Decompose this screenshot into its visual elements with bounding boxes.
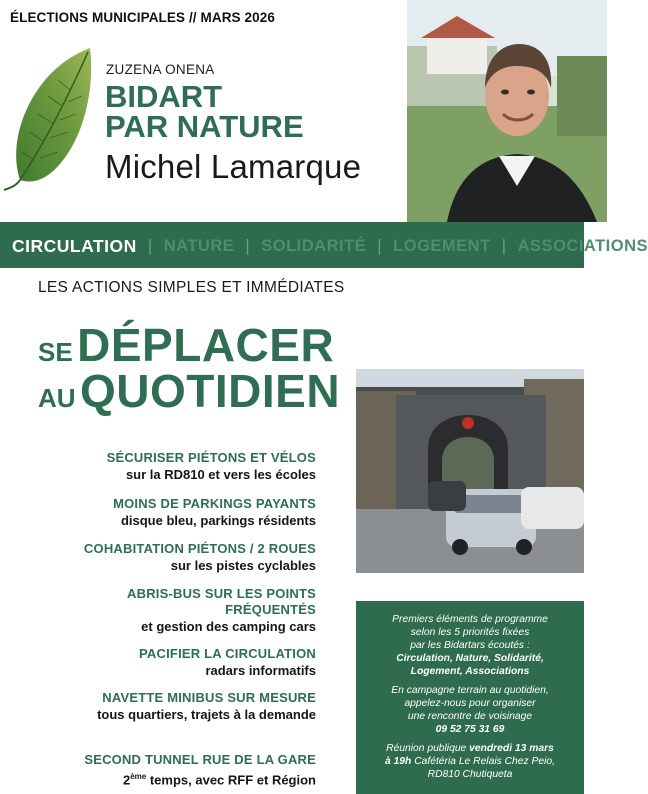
infobox-priorities: Circulation, Nature, Solidarité,	[396, 653, 544, 664]
infobox-line: Premiers éléments de programme	[392, 614, 548, 625]
action-item	[16, 586, 316, 635]
action-title: SÉCURISER PIÉTONS ET VÉLOS	[106, 450, 316, 465]
action-item	[16, 752, 316, 788]
meeting-line	[356, 755, 584, 768]
action-detail: sur la RD810 et vers les écoles	[125, 467, 316, 482]
topic-logement[interactable]: LOGEMENT	[393, 237, 491, 255]
topic-associations[interactable]: ASSOCIATIONS	[517, 237, 648, 255]
action-title: PACIFIER LA CIRCULATION	[139, 646, 316, 661]
infobox-line: En campagne terrain au quotidien,	[391, 685, 549, 696]
meeting-line	[356, 742, 584, 755]
topic-separator: |	[377, 237, 383, 255]
topic-separator: |	[147, 237, 153, 255]
program-infobox	[356, 601, 584, 794]
action-detail: et gestion des camping cars	[141, 619, 316, 634]
action-item	[16, 646, 316, 679]
phone-number[interactable]: 09 52 75 31 69	[435, 724, 505, 735]
action-title: NAVETTE MINIBUS SUR MESURE	[102, 690, 316, 705]
meeting-date: vendredi 13 mars	[469, 743, 554, 754]
action-item	[16, 496, 316, 529]
topic-separator: |	[245, 237, 251, 255]
topic-separator: |	[501, 237, 507, 255]
heading-line-2	[38, 364, 340, 418]
leaf-logo	[0, 40, 100, 200]
infobox-line: par les Bidartars écoutés :	[410, 640, 530, 651]
action-title: ABRIS-BUS SUR LES POINTS	[127, 586, 316, 601]
meeting-address: RD810 Chutiqueta	[427, 769, 513, 780]
tagline: LES ACTIONS SIMPLES ET IMMÉDIATES	[38, 279, 345, 296]
action-title: SECOND TUNNEL RUE DE LA GARE	[84, 752, 316, 767]
action-detail: tous quartiers, trajets à la demande	[97, 707, 316, 722]
action-detail: radars informatifs	[205, 663, 316, 678]
infobox-priorities: Logement, Associations	[410, 666, 530, 677]
action-title: FRÉQUENTÉS	[225, 602, 316, 617]
infobox-line: selon les 5 priorités fixées	[410, 627, 530, 638]
action-detail-number: 2	[122, 772, 131, 788]
topic-nature[interactable]: NATURE	[163, 237, 235, 255]
slogan	[105, 79, 304, 144]
action-detail: sur les pistes cyclables	[170, 558, 316, 573]
list-name: ZUZENA ONENA	[106, 62, 215, 77]
action-title: MOINS DE PARKINGS PAYANTS	[113, 496, 316, 511]
candidate-photo	[407, 0, 607, 222]
slogan-line-1: BIDART	[105, 79, 223, 114]
infobox-line: appelez-nous pour organiser	[404, 698, 536, 709]
heading-prefix-se: SE	[38, 337, 73, 367]
heading-prefix-au: AU	[38, 383, 76, 413]
tunnel-photo	[356, 369, 584, 573]
action-detail	[16, 768, 316, 788]
action-detail: disque bleu, parkings résidents	[120, 513, 316, 528]
action-title: COHABITATION PIÉTONS / 2 ROUES	[83, 541, 316, 556]
topic-nav	[12, 236, 648, 257]
action-item	[16, 450, 316, 483]
action-detail-superscript: ème	[130, 772, 147, 781]
topic-circulation[interactable]: CIRCULATION	[12, 236, 137, 256]
infobox-line: une rencontre de voisinage	[407, 711, 533, 722]
meeting-place: Cafétéria Le Relais Chez Peio,	[411, 756, 555, 767]
election-kicker: ÉLECTIONS MUNICIPALES // MARS 2026	[10, 10, 275, 25]
candidate-name: Michel Lamarque	[105, 148, 362, 185]
action-item	[16, 541, 316, 574]
topic-solidarite[interactable]: SOLIDARITÉ	[261, 237, 367, 255]
heading-word-deplacer: DÉPLACER	[77, 319, 335, 371]
action-detail-rest: temps, avec RFF et Région	[146, 772, 316, 788]
meeting-time: à 19h	[384, 756, 412, 767]
heading-word-quotidien: QUOTIDIEN	[80, 365, 341, 417]
slogan-line-2: PAR NATURE	[105, 109, 304, 144]
meeting-prefix: Réunion publique	[386, 743, 470, 754]
action-item	[16, 690, 316, 723]
